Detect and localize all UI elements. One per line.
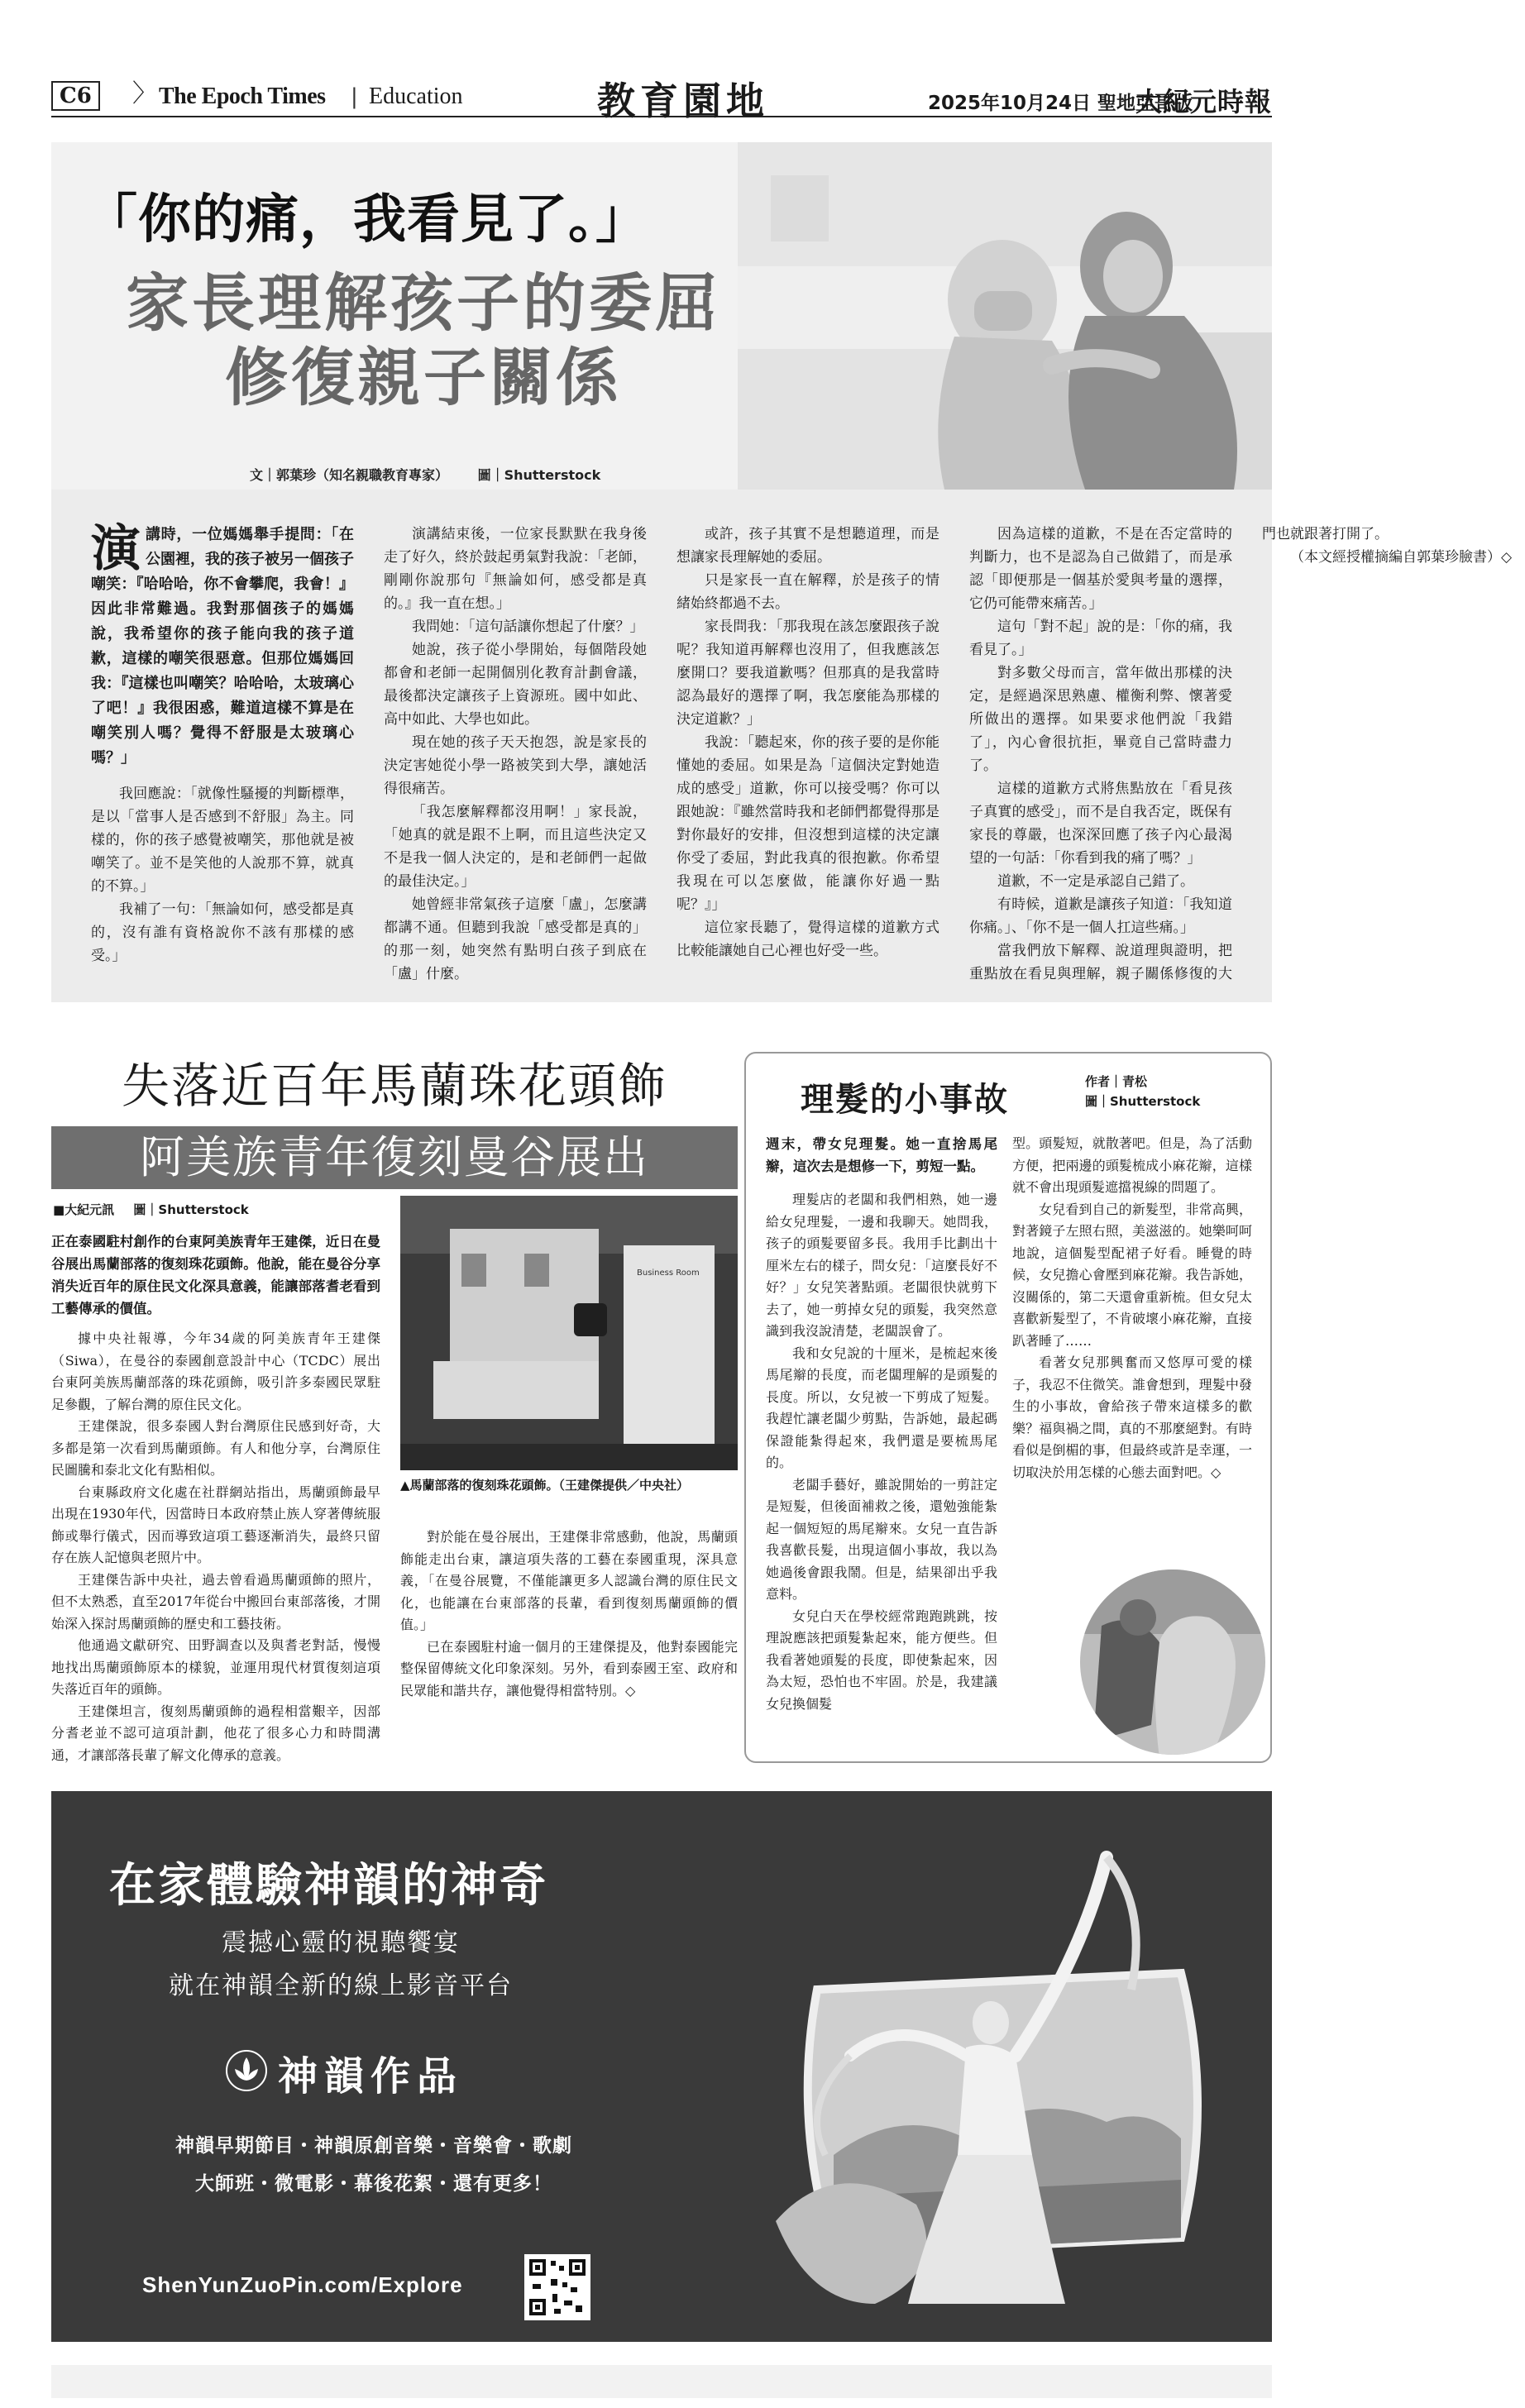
article-body-right [400, 1526, 738, 1758]
essay-body-left [766, 1133, 997, 1745]
paragraph: 王建傑坦言，復刻馬蘭頭飾的過程相當艱辛，因部分耆老並不認可這項計劃，他花了很多心力和時間溝通，才讓部落長輩了解文化傳承的意義。 [51, 1703, 380, 1763]
chevron-right-icon: 〉 [132, 79, 157, 108]
essay-headline: 理髮的小事故 [801, 1081, 1009, 1119]
paragraph: 現在她的孩子天天抱怨，說是家長的決定害她從小學一路被笑到大學，讓她活得很痛苦。 [384, 734, 647, 797]
paragraph: 當我們放下解釋、說道理與證明，把重點放在看見與理解，親子關係修復的大門也就跟著打開了。 [969, 526, 1389, 982]
byline-author: 文｜郭葉珍（知名親職教育專家） [250, 467, 449, 483]
feature-article [51, 142, 1513, 1002]
paragraph: 我說：「聽起來，你的孩子要的是你能懂她的委屈。如果是為「這個決定對她造成的感受」道歉，你可以接受嗎？你可以跟她說：『雖然當時我和老師們都覺得那是對你最好的安排，但沒想到這樣的決定讓你受了委屈，對此我真的很抱歉。你希望我現在可以怎麼做，能讓你好過一點呢？』」 [676, 734, 939, 913]
article-body [91, 520, 1513, 986]
article-byline [51, 465, 1272, 484]
newspaper-name: 大紀元時報 [1135, 86, 1272, 117]
byline-author: ■大紀元訊 [53, 1202, 115, 1217]
paragraph: 女兒白天在學校經常跑跑跳跳，按理說應該把頭髮紮起來，能方便些。但我看著她頭髮的長度，即使紮起來，因為太短，恐怕也不牢固。於是，我建議女兒換個髮 [766, 1608, 997, 1712]
paragraph: 已在泰國駐村逾一個月的王建傑提及，他對泰國能完整保留傳統文化印象深刻。另外，看到泰國王室、政府和民眾能和諧共存，讓他覺得相當特別。◇ [400, 1638, 738, 1698]
byline-image-credit: 圖｜Shutterstock [477, 467, 601, 483]
sign-text: Business Room [637, 1268, 700, 1278]
paragraph: 我補了一句：「無論如何，感受都是真的，沒有誰有資格說你不該有那樣的感受。」 [91, 901, 354, 964]
ad-features-line1: 神韻早期節目・神韻原創音樂・音樂會・歌劇 [175, 2135, 572, 2157]
paragraph: 老闆手藝好，雖說開始的一剪註定是短髮，但後面補救之後，還勉強能紮起一個短短的馬尾辮來。女兒一直告訴我喜歡長髮，出現這個小事故，我以為她過後會跟我鬧。但是，結果卻出乎我意料。 [766, 1476, 997, 1602]
byline-image-credit: 圖｜Shutterstock [1085, 1094, 1201, 1109]
paragraph: 這位家長聽了，覺得這樣的道歉方式比較能讓她自己心裡也好受一些。 [676, 920, 939, 959]
paragraph: 理髮店的老闆和我們相熟，她一邊給女兒理髮，一邊和我聊天。她問我，孩子的頭髮要留多長。我用手比劃出十厘米左右的樣子，問女兒：「這麼長好不好？」女兒笑著點頭。老闆很快就剪下去了，她一剪掉女兒的頭髮，我突然意識到我沒說清楚，老闆誤會了。 [766, 1192, 998, 1339]
paragraph: 這樣的道歉方式將焦點放在「看見孩子真實的感受」，而不是自我否定，既保有家長的尊嚴，也深深回應了孩子內心最渴望的一句話：「你看到我的痛了嗎？」 [969, 781, 1232, 867]
masthead [51, 76, 1272, 123]
section-title: 教育園地 [597, 79, 769, 123]
qr-code-icon[interactable] [524, 2254, 590, 2320]
lotus-logo-icon [225, 2049, 268, 2092]
issue-date: 2025年10月24日 聖地亞哥版 [928, 93, 1193, 114]
ad-features-line2: 大師班・微電影・幕後花絮・還有更多！ [195, 2173, 552, 2195]
dancer-illustration [718, 1808, 1255, 2337]
ad-title: 在家體驗神韻的神奇 [109, 1859, 548, 1913]
exhibit-photo [400, 1196, 738, 1470]
article-subheadline: 阿美族青年復刻曼谷展出 [51, 1126, 738, 1189]
newspaper-brand: The Epoch Times [159, 84, 326, 109]
paragraph: 女兒看到自己的新髮型，非常高興，對著鏡子左照右照，美滋滋的。她樂呵呵地說，這個髮型配裙子好看。睡覺的時候，女兒擔心會壓到麻花辮。我告訴她，沒關係的，第二天還會重新梳。但女兒太喜歡新髮型了，不肯破壞小麻花辮，直接趴著睡了…… [1012, 1201, 1252, 1349]
paragraph: 看著女兒那興奮而又悠厚可愛的樣子，我忍不住微笑。誰會想到，理髮中發生的小事故，會給孩子帶來這樣多的歡樂？福與禍之間，真的不那麼絕對。有時看似是倒楣的事，但最終或許是幸運，一切取決於用怎樣的心態去面對吧。◇ [1012, 1354, 1252, 1480]
paragraph: 只是家長一直在解釋，於是孩子的情緒始終都過不去。 [676, 572, 939, 612]
ad-url[interactable]: ShenYunZuoPin.com/Explore [142, 2272, 463, 2297]
paragraph: 他通過文獻研究、田野調查以及與耆老對話，慢慢地找出馬蘭頭飾原本的樣貌，並運用現代材質復刻這項失落近百年的頭飾。 [51, 1637, 380, 1697]
paragraph: 道歉，不一定是承認自己錯了。 [997, 873, 1194, 890]
article-body-left [51, 1230, 380, 1763]
paragraph: 王建傑說，很多泰國人對台灣原住民感到好奇，大多都是第一次看到馬蘭頭飾。有人和他分享，台灣原住民圖騰和泰北文化有點相似。 [51, 1418, 380, 1478]
paragraph: 我問她：「這句話讓你想起了什麼？」 [412, 619, 644, 635]
haircut-photo [1077, 1560, 1269, 1758]
paragraph: 有時候，道歉是讓孩子知道：「我知道你痛。」、「你不是一個人扛這些痛。」 [969, 896, 1232, 936]
paragraph: 「我怎麼解釋都沒用啊！」家長說，「她真的就是跟不上啊，而且這些決定又不是我一個人決定的，是和老師們一起做的最佳決定。」 [384, 804, 647, 890]
section-name: Education [369, 84, 463, 109]
ad-subtitle-line2: 就在神韻全新的線上影音平台 [169, 1971, 513, 2000]
masthead-separator: | [351, 84, 358, 109]
essay-byline [1085, 1072, 1200, 1111]
byline-author: 作者｜青松 [1085, 1074, 1148, 1089]
paragraph: 這句「對不起」說的是：「你的痛，我看見了。」 [969, 619, 1232, 658]
advertisement [51, 1791, 1272, 2342]
page-number: C6 [51, 81, 100, 111]
lead-text: 講時，一位媽媽舉手提問：「在公園裡，我的孩子被另一個孩子嘲笑：『哈哈哈，你不會攀爬，我會！』因此非常難過。我對那個孩子的媽媽說，我希望你的孩子能向我的孩子道歉，這樣的嘲笑很惡意。但那位媽媽回我：『這樣也叫嘲笑？哈哈哈，太玻璃心了吧！』我很困惑，難道這樣不算是在嘲笑別人嗎？覺得不舒服是太玻璃心嗎？」 [91, 526, 354, 767]
article-headline-line2: 修復親子關係 [225, 341, 622, 414]
article-byline [53, 1201, 264, 1218]
paragraph: 王建傑告訴中央社，過去曾看過馬蘭頭飾的照片，但不太熟悉，直至2017年從台中搬回台東部落後，才開始深入探討馬蘭頭飾的歷史和工藝技術。 [51, 1571, 380, 1632]
article-hero [51, 142, 1272, 490]
paragraph: 對於能在曼谷展出，王建傑非常感動，他說，馬蘭頭飾能走出台東，讓這項失落的工藝在泰國重現，深具意義，「在曼谷展覽，不僅能讓更多人認識台灣的原住民文化，也能讓在台東部落的長輩，看到復刻馬蘭頭飾的價值。」 [400, 1529, 738, 1632]
article-headline: 失落近百年馬蘭珠花頭飾 [121, 1058, 667, 1114]
article-headline: 家長理解孩子的委屈 [126, 266, 721, 340]
paragraph: 因為這樣的道歉，不是在否定當時的判斷力，也不是認為自己做錯了，而是承認「即便那是一個基於愛與考量的選擇，它仍可能帶來痛苦。」 [969, 526, 1232, 612]
paragraph: 她曾經非常氣孩子這麼「盧」，怎麼講都講不通。但聽到我說「感受都是真的」的那一刻，她突然有點明白孩子到底在「盧」什麼。 [384, 896, 647, 982]
paragraph: 我回應說：「就像性騷擾的判斷標準，是以「當事人是否感到不舒服」為主。同樣的，你的孩子感覺被嘲笑，那他就是被嘲笑了。並不是笑他的人說那不算，就真的不算。」 [91, 786, 354, 895]
ad-brand-name: 神韻作品 [278, 2053, 464, 2100]
news-article [51, 1047, 738, 1775]
article-lead [91, 520, 354, 771]
photo-caption: ▲馬蘭部落的復刻珠花頭飾。（王建傑提供／中央社） [400, 1478, 690, 1493]
paragraph: 她說，孩子從小學開始，每個階段她都會和老師一起開個別化教育計劃會議，最後都決定讓孩子上資源班。國中如此、高中如此、大學也如此。 [384, 642, 647, 728]
paragraph: 據中央社報導，今年34歲的阿美族青年王建傑（Siwa），在曼谷的泰國創意設計中心（TCDC）展出台東阿美族馬蘭部落的珠花頭飾，吸引許多泰國民眾駐足參觀，了解台灣的原住民文化。 [51, 1331, 380, 1412]
paragraph: 對多數父母而言，當年做出那樣的決定，是經過深思熟慮、權衡利弊、懷著愛所做出的選擇。如果要求他們說「我錯了」，內心會很抗拒，畢竟自己當時盡力了。 [969, 665, 1232, 774]
footer-band [51, 2365, 1272, 2398]
essay-body-right [1012, 1133, 1252, 1579]
paragraph: 台東縣政府文化處在社群網站指出，馬蘭頭飾最早出現在1930年代，因當時日本政府禁止族人穿著傳統服飾或舉行儀式，因而導致這項工藝逐漸消失，最終只留存在族人記憶與老照片中。 [51, 1484, 380, 1565]
essay-lead: 週末，帶女兒理髮。她一直捨馬尾辮，這次去是想修一下，剪短一點。 [766, 1136, 997, 1174]
drop-cap: 演 [91, 520, 141, 578]
essay-box [744, 1052, 1272, 1763]
article-lead: 正在泰國駐村創作的台東阿美族青年王建傑，近日在曼谷展出馬蘭部落的復刻珠花頭飾。他說，能在曼谷分享消失近百年的原住民文化深具意義，能讓部落耆老看到工藝傳承的價值。 [51, 1234, 380, 1316]
paragraph: 我和女兒說的十厘米，是梳起來後馬尾辮的長度，而老闆理解的是頭髮的長度。所以，女兒被一下剪成了短髮。我趕忙讓老闆少剪點，告訴她，最起碼保證能紮得起來，我們還是要梳馬尾的。 [766, 1345, 997, 1470]
hero-photo [738, 142, 1272, 490]
paragraph: 演講結束後，一位家長默默在我身後走了好久，終於鼓起勇氣對我說：「老師，剛剛你說那句『無論如何，感受都是真的。』我一直在想。」 [384, 526, 647, 612]
paragraph: 家長問我：「那我現在該怎麼跟孩子說呢？我知道再解釋也沒用了，但我應該怎麼開口？要我道歉嗎？但那真的是我當時認為最好的選擇了啊，我怎麼能為那樣的決定道歉？」 [676, 619, 939, 728]
paragraph: 型。頭髮短，就散著吧。但是，為了活動方便，把兩邊的頭髮梳成小麻花辮，這樣就不會出現頭髮遮擋視線的問題了。 [1012, 1135, 1252, 1195]
article-kicker: 「你的痛，我看見了。」 [84, 189, 649, 251]
ad-subtitle: 震撼心靈的視聽饗宴 [222, 1928, 460, 1957]
article-source-note: （本文經授權摘編自郭葉珍臉書）◇ [1290, 549, 1513, 566]
paragraph: 或許，孩子其實不是想聽道理，而是想讓家長理解她的委屈。 [676, 526, 939, 566]
byline-image-credit: 圖｜Shutterstock [133, 1202, 249, 1217]
